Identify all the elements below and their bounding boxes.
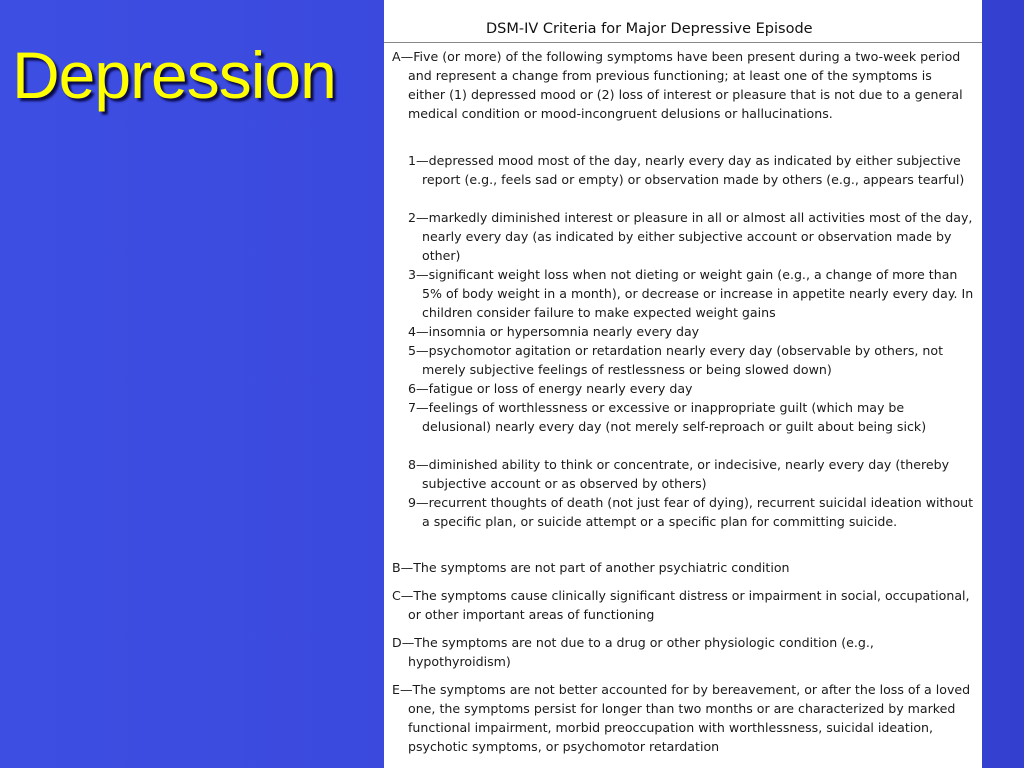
document-title: DSM-IV Criteria for Major Depressive Episode [486, 21, 813, 37]
symptom-9: 9—recurrent thoughts of death (not just fear of dying), recurrent suicidal ideation without a specific plan, or suicide attempt or a specific plan for committing suicide. [408, 495, 974, 529]
symptom-3: 3—significant weight loss when not dieting or weight gain (e.g., a change of more than 5% of body weight in a month), or decrease or increase in appetite nearly every day. In children consider failure to make expected weight gains [408, 267, 974, 320]
criterion-e: E—The symptoms are not better accounted for by bereavement, or after the loss of a loved one, the symptoms persist for longer than two months or are characterized by marked functional impairment, morbid preoccupation with worthlessness, suicidal ideation, psychotic symptoms, or psychomotor retardation [392, 682, 971, 754]
symptom-7: 7—feelings of worthlessness or excessive or inappropriate guilt (which may be delusional) nearly every day (not merely self-reproach or guilt about being sick) [408, 400, 927, 434]
criterion-b: B—The symptoms are not part of another psychiatric condition [392, 560, 790, 575]
symptom-2: 2—markedly diminished interest or pleasure in all or almost all activities most of the day, nearly every day (as indicated by either subjective account or observation made by other) [408, 210, 973, 263]
slide-title: Depression [12, 38, 336, 112]
symptom-4: 4—insomnia or hypersomnia nearly every day [408, 324, 700, 339]
symptom-8: 8—diminished ability to think or concentrate, or indecisive, nearly every day (thereby subjective account or as observed by others) [408, 457, 950, 491]
criterion-a: A—Five (or more) of the following symptoms have been present during a two-week period and represent a change from previous functioning; at least one of the symptoms is either (1) depressed mood or (2) loss of interest or pleasure that is not due to a general medical condition or mood-incongruent delusions or hallucinations. [392, 49, 963, 121]
symptom-1: 1—depressed mood most of the day, nearly every day as indicated by either subjective report (e.g., feels sad or empty) or observation made by others (e.g., appears tearful) [408, 153, 965, 187]
criterion-c: C—The symptoms cause clinically significant distress or impairment in social, occupational, or other important areas of functioning [392, 588, 970, 622]
symptom-5: 5—psychomotor agitation or retardation nearly every day (observable by others, not merely subjective feelings of restlessness or being slowed down) [408, 343, 944, 377]
symptom-6: 6—fatigue or loss of energy nearly every day [408, 381, 693, 396]
criteria-document [384, 0, 982, 768]
criterion-d: D—The symptoms are not due to a drug or other physiologic condition (e.g., hypothyroidism) [392, 635, 874, 669]
document-header [384, 0, 982, 43]
